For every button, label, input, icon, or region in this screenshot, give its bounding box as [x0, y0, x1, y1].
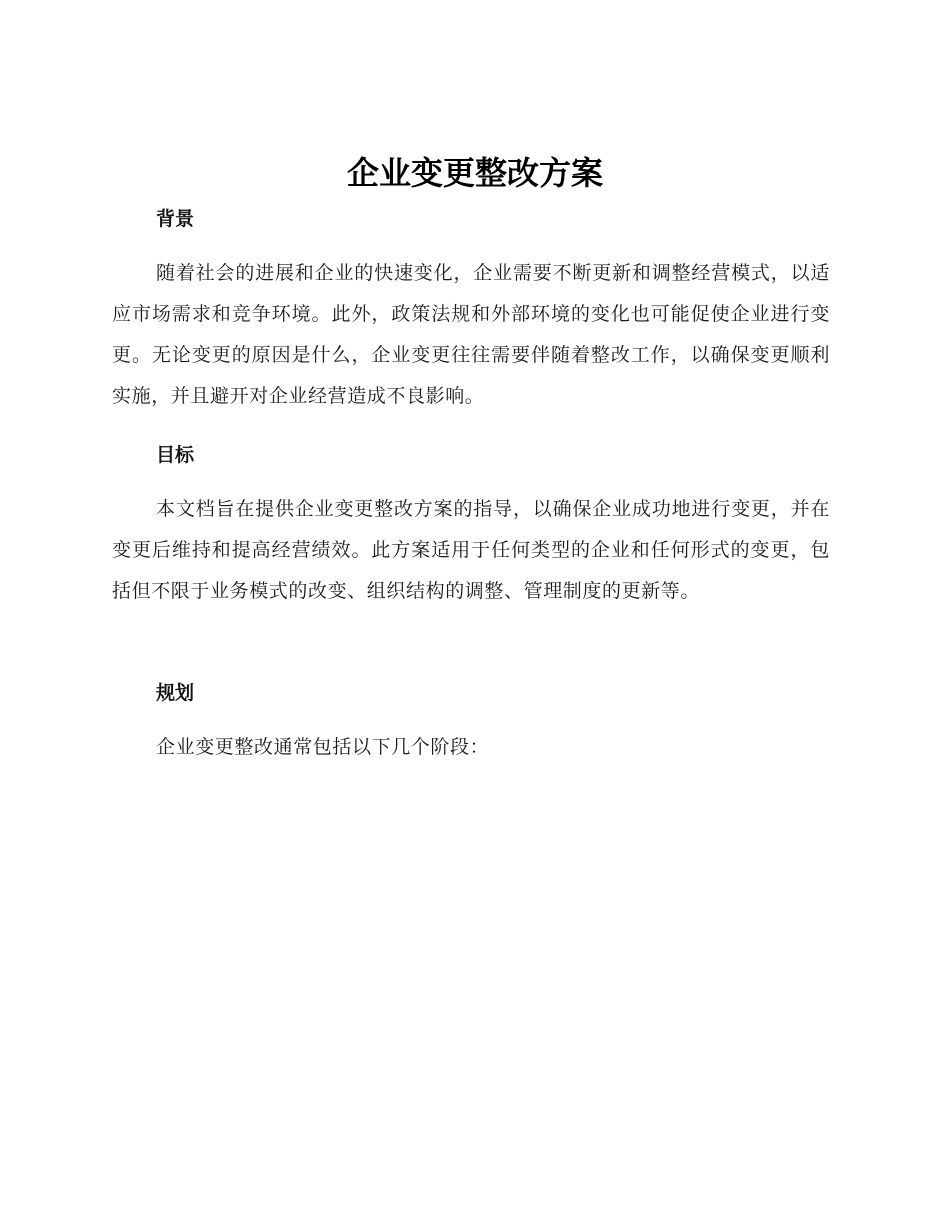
section-goal [112, 441, 830, 612]
section-background [112, 205, 830, 417]
section-heading: 规划 [156, 682, 195, 704]
section-paragraph: 企业变更整改通常包括以下几个阶段： [156, 736, 490, 758]
section-paragraph: 随着社会的进展和企业的快速变化，企业需要不断更新和调整经营模式，以适应市场需求和竞争环境。此外，政策法规和外部环境的变化也可能促使企业进行变更。无论变更的原因是什么，企业变更往往需要伴随着整改工作，以确保变更顺利实施，并且避开对企业经营造成不良影响。 [112, 262, 830, 407]
section-heading: 目标 [156, 444, 195, 466]
section-heading: 背景 [156, 208, 195, 230]
section-paragraph: 本文档旨在提供企业变更整改方案的指导，以确保企业成功地进行变更，并在变更后维持和提高经营绩效。此方案适用于任何类型的企业和任何形式的变更，包括但不限于业务模式的改变、组织结构的调整、管理制度的更新等。 [112, 498, 830, 602]
document-title: 企业变更整改方案 [346, 154, 603, 192]
section-planning [112, 679, 830, 768]
